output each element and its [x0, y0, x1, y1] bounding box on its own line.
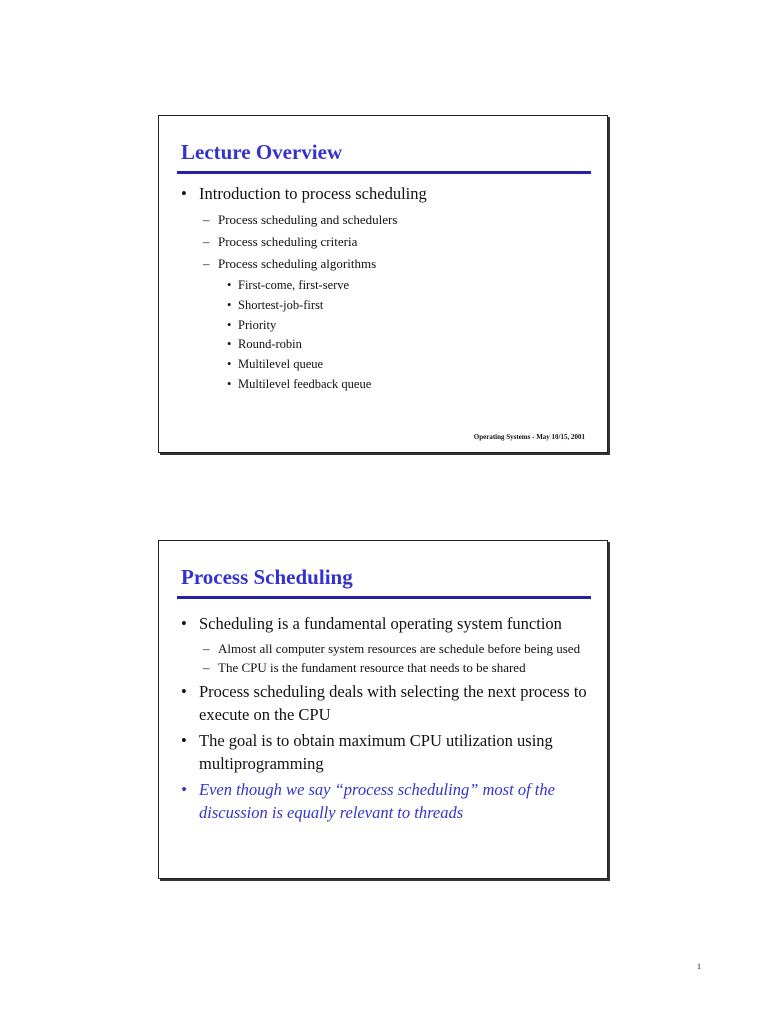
- slide-process-scheduling: [158, 540, 608, 879]
- title-rule: [177, 171, 591, 174]
- page-number: 1: [697, 962, 701, 971]
- sub-bullet-item: [181, 254, 593, 273]
- bullet-mark: •: [181, 614, 187, 633]
- bullet-mark: •: [181, 184, 187, 203]
- bullet-mark: •: [227, 278, 232, 292]
- slide-title: Lecture Overview: [181, 140, 343, 164]
- sub-bullet-text: The CPU is the fundament resource that needs to be shared: [218, 660, 526, 675]
- sub-bullet-item: [181, 232, 593, 251]
- dash-mark: –: [203, 256, 210, 271]
- algorithm-text: Priority: [238, 317, 277, 332]
- bullet-item: [181, 680, 593, 726]
- bullet-mark: •: [181, 682, 187, 701]
- bullet-list: [181, 182, 593, 395]
- sub-bullet-item: [181, 639, 593, 658]
- bullet-text: Scheduling is a fundamental operating system function: [199, 614, 562, 633]
- bullet-mark: •: [227, 337, 232, 352]
- dash-mark: –: [203, 234, 210, 249]
- slide-lecture-overview: [158, 115, 608, 453]
- algorithm-text: First-come, first-serve: [238, 278, 350, 292]
- title-rule: [177, 596, 591, 599]
- algorithm-text: Multilevel queue: [238, 357, 324, 372]
- bullet-mark: •: [227, 297, 232, 312]
- sub-bullet-item: [181, 210, 593, 229]
- sub-bullet-text: Almost all computer system resources are schedule before being used: [218, 641, 581, 656]
- algorithm-text: Round-robin: [238, 337, 302, 352]
- slide-title: Process Scheduling: [181, 565, 353, 589]
- bullet-mark: •: [227, 357, 232, 372]
- bullet-mark: •: [227, 317, 232, 332]
- algorithm-item: [181, 335, 593, 355]
- dash-mark: –: [203, 641, 210, 656]
- algorithm-item: [181, 316, 593, 336]
- dash-mark: –: [203, 660, 210, 675]
- algorithm-item: [181, 276, 593, 296]
- bullet-item: [181, 729, 593, 775]
- slide-footer: Operating Systems - May 10/15, 2001: [473, 433, 585, 441]
- emphasized-bullet-item: [181, 778, 593, 824]
- dash-mark: –: [203, 212, 210, 227]
- bullet-text: Process scheduling deals with selecting the next process to execute on the CPU: [199, 682, 587, 724]
- sub-bullet-text: Process scheduling algorithms: [218, 256, 377, 271]
- sub-bullet-text: Process scheduling and schedulers: [218, 212, 398, 227]
- bullet-list: [181, 609, 593, 824]
- bullet-mark: •: [227, 376, 232, 391]
- algorithm-text: Multilevel feedback queue: [238, 376, 372, 391]
- bullet-mark: •: [181, 780, 187, 799]
- algorithm-item: [181, 375, 593, 395]
- bullet-mark: •: [181, 731, 187, 750]
- algorithm-item: [181, 355, 593, 375]
- bullet-text: Even though we say “process scheduling” most of the discussion is equally relevant to threads: [199, 780, 555, 822]
- bullet-text: The goal is to obtain maximum CPU utilization using multiprogramming: [199, 731, 553, 773]
- algorithm-item: [181, 296, 593, 316]
- bullet-item: [181, 612, 593, 635]
- sub-bullet-text: Process scheduling criteria: [218, 234, 358, 249]
- sub-bullet-item: [181, 658, 593, 677]
- algorithm-text: Shortest-job-first: [238, 297, 324, 312]
- bullet-text: Introduction to process scheduling: [199, 184, 427, 203]
- bullet-item: [181, 182, 593, 205]
